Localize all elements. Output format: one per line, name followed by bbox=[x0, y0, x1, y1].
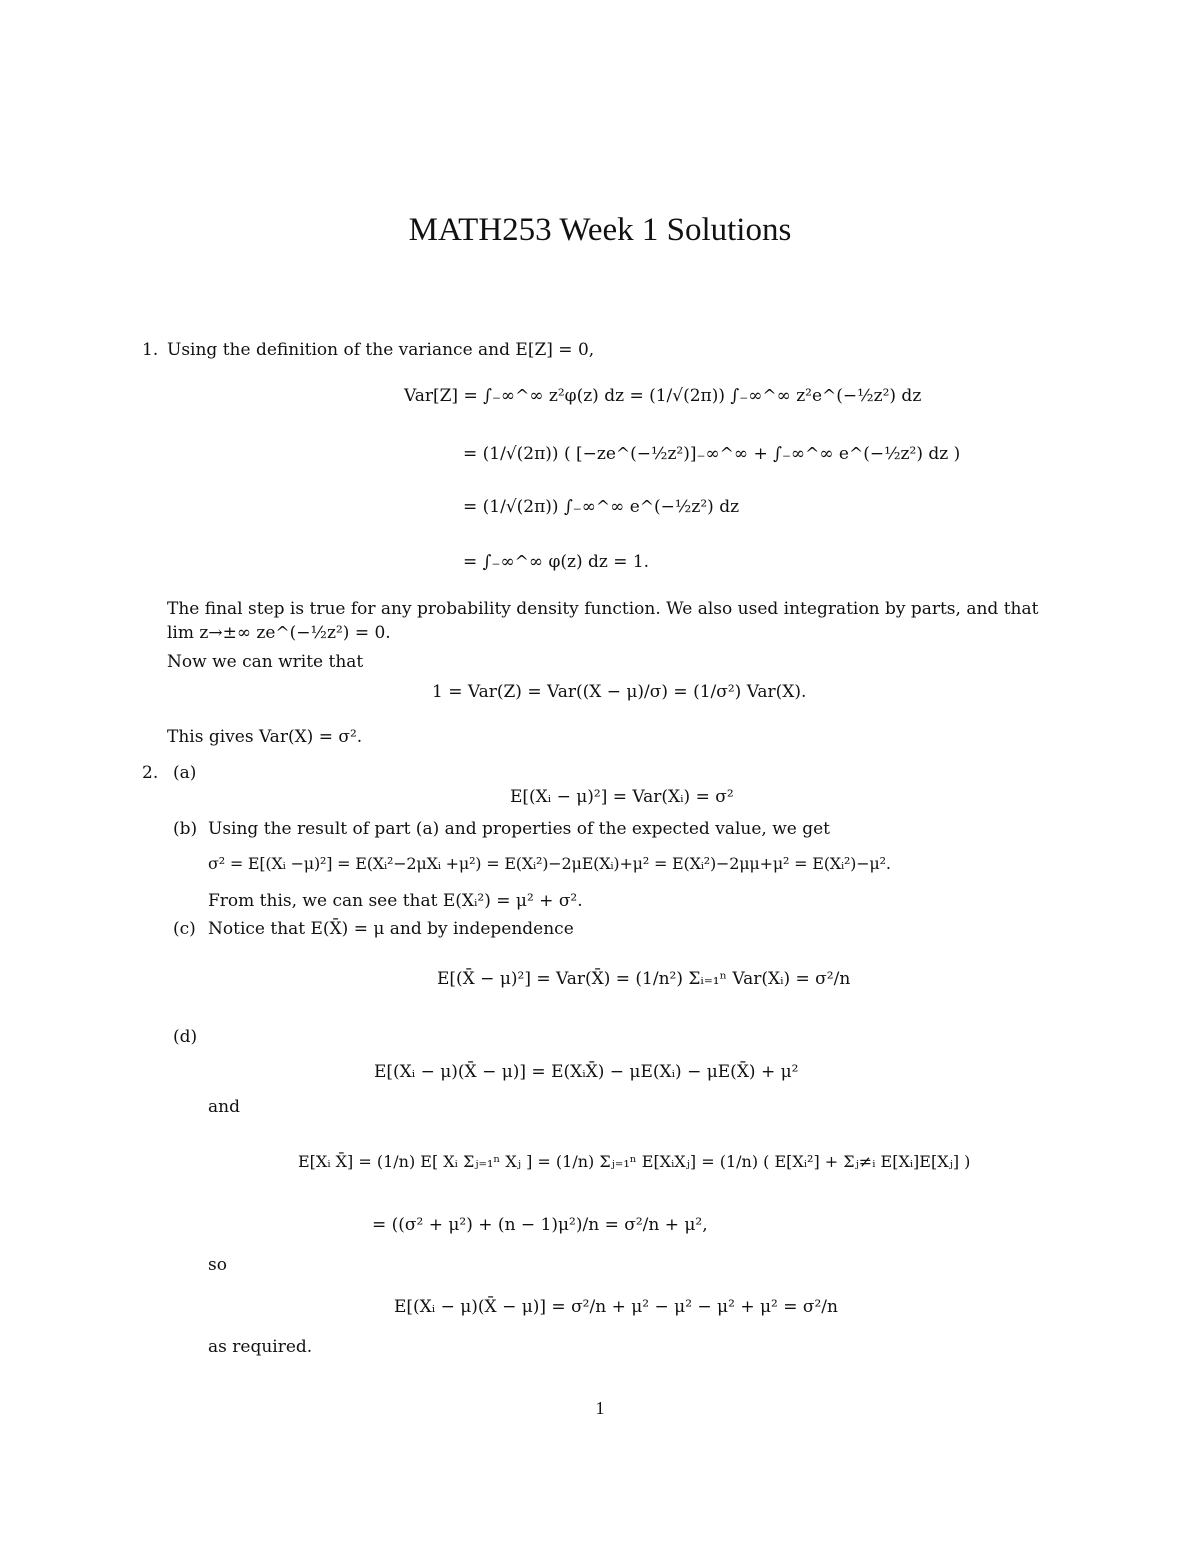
q2-part-d-equation-3: = ((σ² + μ²) + (n − 1)μ²)/n = σ²/n + μ², bbox=[372, 1215, 708, 1235]
q2-part-b-label: (b) bbox=[173, 819, 198, 839]
q2-part-d-so: so bbox=[208, 1255, 227, 1275]
q2-part-b-equation: σ² = E[(Xᵢ −μ)²] = E(Xᵢ²−2μXᵢ +μ²) = E(Xᵢ²)−2μE(Xᵢ)+μ² = E(Xᵢ²)−2μμ+μ² = E(Xᵢ²)−μ². bbox=[208, 854, 891, 873]
q1-equation-1: Var[Z] = ∫₋∞^∞ z²φ(z) dz = (1/√(2π)) ∫₋∞^∞ z²e^(−½z²) dz bbox=[404, 386, 922, 406]
q2-part-d-equation-4: E[(Xᵢ − μ)(X̄ − μ)] = σ²/n + μ² − μ² − μ² + μ² = σ²/n bbox=[394, 1297, 838, 1317]
q2-part-c-text: Notice that E(X̄) = μ and by independence bbox=[208, 919, 574, 939]
q2-part-b-conclusion: From this, we can see that E(Xᵢ²) = μ² + σ². bbox=[208, 891, 583, 911]
q1-number: 1. bbox=[142, 340, 159, 360]
q2-part-d-end: as required. bbox=[208, 1337, 313, 1357]
q2-part-a-label: (a) bbox=[173, 763, 197, 783]
q1-equation-3: = (1/√(2π)) ∫₋∞^∞ e^(−½z²) dz bbox=[463, 497, 740, 517]
q2-part-c-equation: E[(X̄ − μ)²] = Var(X̄) = (1/n²) Σᵢ₌₁ⁿ Var(Xᵢ) = σ²/n bbox=[437, 969, 851, 989]
q2-part-d-and: and bbox=[208, 1097, 240, 1117]
q2-part-a-equation: E[(Xᵢ − μ)²] = Var(Xᵢ) = σ² bbox=[510, 787, 734, 807]
page-number: 1 bbox=[595, 1398, 605, 1418]
q1-note-2: lim z→±∞ ze^(−½z²) = 0. bbox=[167, 623, 391, 643]
q1-equation-5: 1 = Var(Z) = Var((X − μ)/σ) = (1/σ²) Var(X). bbox=[432, 682, 807, 702]
q2-part-c-label: (c) bbox=[173, 919, 196, 939]
q2-part-d-equation-1: E[(Xᵢ − μ)(X̄ − μ)] = E(XᵢX̄) − μE(Xᵢ) − μE(X̄) + μ² bbox=[374, 1062, 799, 1082]
q1-note-3: Now we can write that bbox=[167, 652, 364, 672]
q1-equation-2: = (1/√(2π)) ( [−ze^(−½z²)]₋∞^∞ + ∫₋∞^∞ e^(−½z²) dz ) bbox=[463, 444, 961, 464]
q1-conclusion: This gives Var(X) = σ². bbox=[167, 727, 363, 747]
q1-note-1: The final step is true for any probability density function. We also used integration by parts, and that bbox=[167, 599, 1039, 619]
q1-intro: Using the definition of the variance and E[Z] = 0, bbox=[167, 340, 595, 360]
q2-part-b-text: Using the result of part (a) and properties of the expected value, we get bbox=[208, 819, 831, 839]
q1-equation-4: = ∫₋∞^∞ φ(z) dz = 1. bbox=[463, 552, 650, 572]
q2-part-d-label: (d) bbox=[173, 1027, 198, 1047]
page-title: MATH253 Week 1 Solutions bbox=[408, 212, 792, 248]
q2-number: 2. bbox=[142, 763, 159, 783]
q2-part-d-equation-2: E[Xᵢ X̄] = (1/n) E[ Xᵢ Σⱼ₌₁ⁿ Xⱼ ] = (1/n) Σⱼ₌₁ⁿ E[XᵢXⱼ] = (1/n) ( E[Xᵢ²] + Σⱼ≠ᵢ E[Xᵢ]E[Xⱼ] ) bbox=[298, 1152, 971, 1171]
